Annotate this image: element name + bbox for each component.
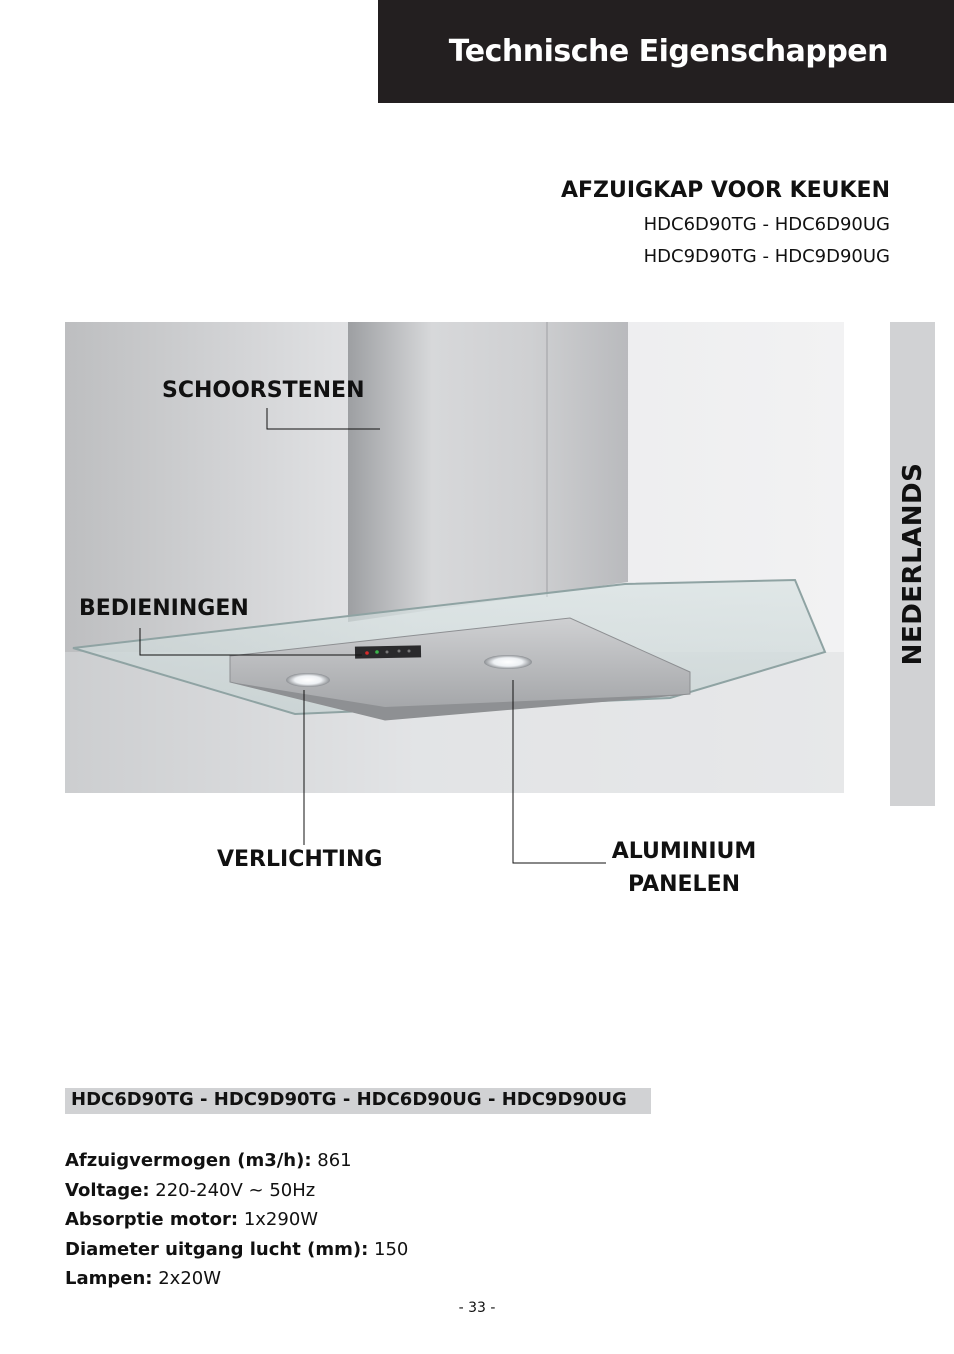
- model-line-2: HDC9D90TG - HDC9D90UG: [643, 246, 890, 267]
- model-line-1: HDC6D90TG - HDC6D90UG: [643, 214, 890, 235]
- callout-filters: [604, 835, 764, 901]
- product-title: AFZUIGKAP VOOR KEUKEN: [560, 178, 890, 203]
- callout-lighting: VERLICHTING: [217, 847, 383, 872]
- page-title: Technische Eigenschappen: [448, 34, 888, 69]
- spec-header: HDC6D90TG - HDC9D90TG - HDC6D90UG - HDC9D90UG: [71, 1089, 627, 1110]
- spec-item: Afzuigvermogen (m3/h): 861: [65, 1150, 352, 1171]
- callout-chimney: SCHOORSTENEN: [162, 378, 365, 403]
- spec-header-bar: [65, 1088, 651, 1114]
- spec-list: [65, 1146, 408, 1294]
- spec-item: Absorptie motor: 1x290W: [65, 1209, 319, 1230]
- callout-controls: BEDIENINGEN: [79, 596, 249, 621]
- language-label: NEDERLANDS: [897, 462, 928, 666]
- callout-filters-line1: ALUMINIUM: [611, 839, 757, 864]
- page-number: - 33 -: [458, 1300, 496, 1316]
- spec-item: Lampen: 2x20W: [65, 1268, 222, 1289]
- spec-item: Voltage: 220-240V ~ 50Hz: [65, 1179, 316, 1201]
- callout-filters-line2: PANELEN: [627, 872, 741, 897]
- spec-item: Diameter uitgang lucht (mm): 150: [65, 1238, 409, 1260]
